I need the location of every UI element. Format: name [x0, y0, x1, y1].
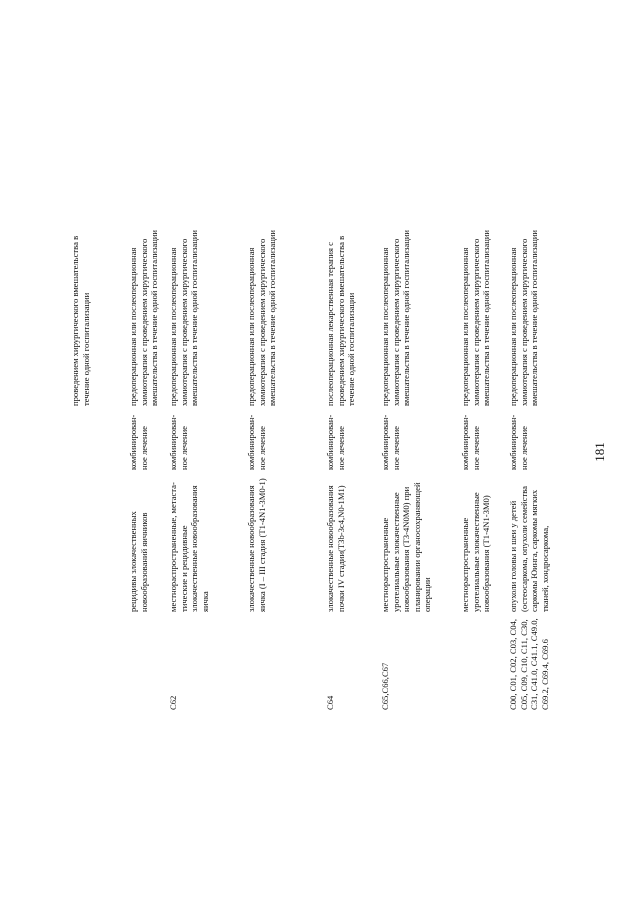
- kind-cell: комбинирован-ное лечение: [128, 414, 149, 470]
- page-number: 181: [592, 442, 607, 462]
- model-cell: рецидивы злокачественных новообразований яичников: [128, 511, 149, 612]
- kind-cell: комбинирован-ное лечение: [508, 414, 529, 470]
- kind-cell: комбинирован-ное лечение: [246, 414, 267, 470]
- method-cell: предоперационная или послеоперационная химиотерапия с проведением хирургического вмешательства в течение одной госпитализации: [380, 229, 412, 406]
- method-cell: предоперационная или послеоперационная химиотерапия с проведением хирургического вмешательства в течение одной госпитализации: [128, 229, 160, 406]
- model-cell: опухоли головы и шеи у детей (остеосаркома, опухоли семейства саркомы Юинга, саркомы мягких тканей, хондросаркома,: [508, 486, 550, 612]
- kind-cell: комбинирован-ное лечение: [168, 414, 189, 470]
- model-cell: злокачественные новообразования почки IV стадии(T3b-3c4,N0-1M1): [325, 485, 346, 612]
- model-cell: местнораспространенные уротелиальные злокачественные новообразования (T1-4N1-3M0): [460, 492, 492, 612]
- kind-cell: комбинирован-ное лечение: [325, 414, 346, 470]
- method-cell: предоперационная или послеоперационная химиотерапия с проведением хирургического вмешательства в течение одной госпитализации: [168, 229, 200, 406]
- method-cell: предоперационная или послеоперационная химиотерапия с проведением хирургического вмешательства в течение одной госпитализации: [246, 229, 278, 406]
- model-cell: злокачественные новообразования яичка (I – III стадия (T1-4N1-3M0-1): [246, 478, 267, 612]
- code-cell: C64: [325, 695, 335, 710]
- model-cell: местнораспространенные, метаста-тические и рецидивные злокачественные новообразования яичка: [168, 482, 210, 612]
- rotated-table: [70, 150, 590, 710]
- code-cell: C00, C01, C02, C03, C04, C05, C09, C10, C11, C30, C31, C41.0, C41.1, C49.0, C69.2, C69.4, C69.6: [508, 618, 550, 710]
- code-cell: C62: [168, 695, 178, 710]
- method-cell: предоперационная или послеоперационная химиотерапия с проведением хирургического вмешательства в течение одной госпитализации: [508, 229, 540, 406]
- kind-cell: комбинирован-ное лечение: [460, 414, 481, 470]
- kind-cell: комбинирован-ное лечение: [380, 414, 401, 470]
- method-cell: послеоперационная лекарственная терапия с проведением хирургического вмешательства в течение одной госпитализации: [325, 235, 357, 406]
- code-cell: C65,C66,C67: [380, 662, 390, 710]
- model-cell: местнораспространенные уротелиальные злокачественные новообразования (T3-4N0M0) при планировании органосохраняющей операции: [380, 482, 433, 612]
- method-cell: проведением хирургического вмешательства в течение одной госпитализации: [70, 235, 91, 406]
- method-cell: предоперационная или послеоперационная химиотерапия с проведением хирургического вмешательства в течение одной госпитализации: [460, 229, 492, 406]
